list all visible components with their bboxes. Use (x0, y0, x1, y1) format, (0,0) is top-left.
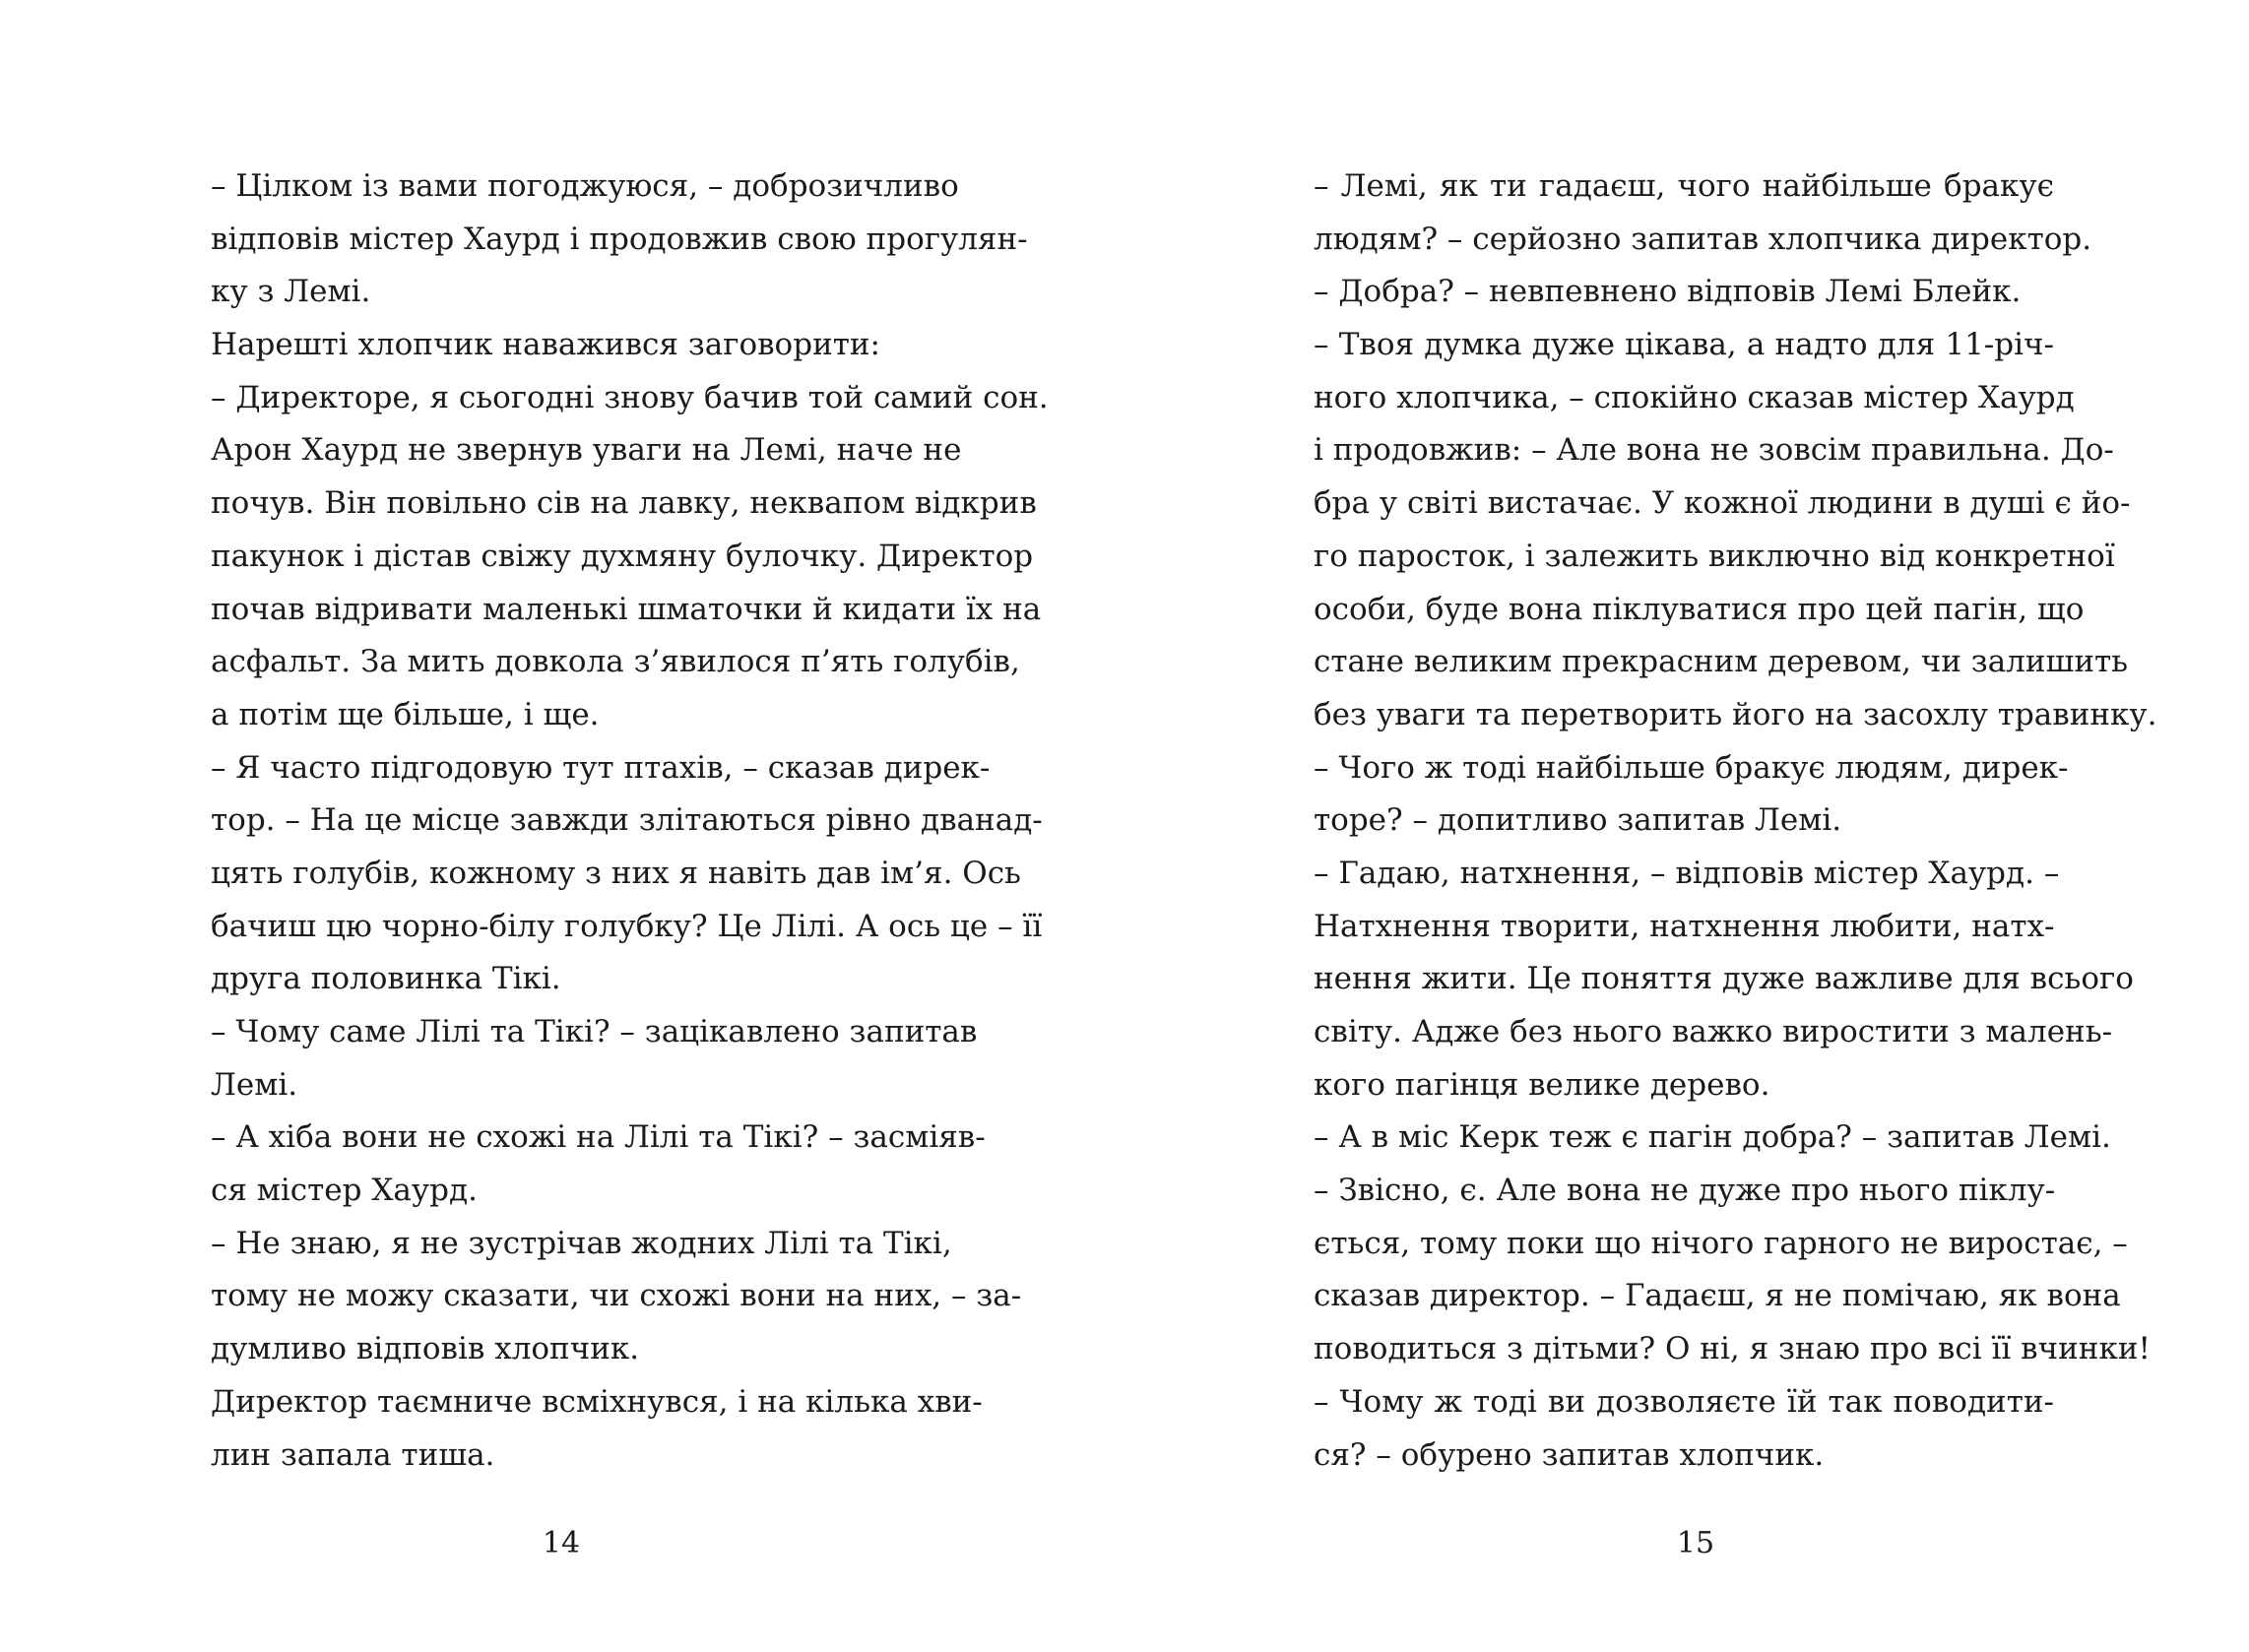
text-line: цять голубів, кожному з них я навіть дав ім’я. Ось (211, 855, 1021, 891)
text-line: бачиш цю чорно-білу голубку? Це Лілі. А ось це – її (211, 908, 1043, 944)
text-line: – Чому саме Лілі та Тікі? – зацікавлено запитав (211, 1014, 978, 1049)
text-line: світу. Адже без нього важко виростити з малень- (1314, 1014, 2113, 1049)
right-page-text (1314, 160, 2157, 1482)
text-line: людям? – серйозно запитав хлопчика директор. (1314, 221, 2092, 257)
text-line: ку з Лемі. (211, 274, 371, 310)
text-line: – Чому ж тоді ви дозволяєте їй так поводити- (1314, 1383, 2054, 1420)
text-line: тому не можу сказати, чи схожі вони на них, – за- (211, 1278, 1022, 1314)
text-line: – Звісно, є. Але вона не дуже про нього піклу- (1314, 1173, 2056, 1209)
text-line: – Лемі, як ти гадаєш, чого найбільше бракує (1314, 168, 2054, 204)
text-line: особи, буде вона піклуватися про цей пагін, що (1314, 591, 2085, 627)
text-line: а потім ще більше, і ще. (211, 696, 600, 732)
text-line: Арон Хаурд не звернув уваги на Лемі, наче не (211, 432, 962, 469)
text-line: ся містер Хаурд. (211, 1173, 478, 1209)
text-line: думливо відповів хлопчик. (211, 1331, 640, 1367)
text-line: – Цілком із вами погоджуюся, – доброзичливо (211, 168, 959, 204)
left-page (0, 0, 1124, 1652)
right-page (1124, 0, 2249, 1652)
text-line: бра у світі вистачає. У кожної людини в душі є йо- (1314, 485, 2131, 522)
text-line: ється, тому поки що нічого гарного не виростає, – (1314, 1225, 2128, 1261)
text-line: почув. Він повільно сів на лавку, неквапом відкрив (211, 485, 1037, 522)
text-line: тор. – На це місце завжди злітаються рівно дванад- (211, 802, 1043, 839)
text-line: – Я часто підгодовую тут птахів, – сказав дирек- (211, 749, 991, 786)
text-line: друга половинка Тікі. (211, 961, 561, 997)
text-line: Нарешті хлопчик наважився заговорити: (211, 327, 880, 363)
text-line: сказав директор. – Гадаєш, я не помічаю, як вона (1314, 1278, 2121, 1314)
text-line: лин запала тиша. (211, 1436, 495, 1473)
text-line: – А хіба вони не схожі на Лілі та Тікі? – засміяв- (211, 1119, 986, 1156)
text-line: – Гадаю, натхнення, – відповів містер Хаурд. – (1314, 855, 2060, 891)
text-line: без уваги та перетворить його на засохлу травинку. (1314, 696, 2157, 732)
text-line: – Добра? – невпевнено відповів Лемі Блейк. (1314, 274, 2022, 310)
text-line: стане великим прекрасним деревом, чи залишить (1314, 644, 2129, 680)
text-line: Натхнення творити, натхнення любити, натх- (1314, 908, 2055, 944)
text-line: асфальт. За мить довкола з’явилося п’ять голубів, (211, 644, 1020, 680)
left-page-text (211, 160, 1049, 1482)
text-line: – Директоре, я сьогодні знову бачив той самий сон. (211, 379, 1049, 415)
text-line: Директор таємниче всміхнувся, і на кілька хви- (211, 1383, 983, 1420)
text-line: відповів містер Хаурд і продовжив свою прогулян- (211, 221, 1028, 257)
text-line: – Не знаю, я не зустрічав жодних Лілі та Тікі, (211, 1225, 952, 1261)
text-line: – А в міс Керк теж є пагін добра? – запитав Лемі. (1314, 1119, 2111, 1156)
text-line: – Твоя думка дуже цікава, а надто для 11-річ- (1314, 327, 2054, 363)
text-line: – Чого ж тоді найбільше бракує людям, дирек- (1314, 749, 2069, 786)
text-line: ного хлопчика, – спокійно сказав містер Хаурд (1314, 379, 2075, 415)
text-line: Лемі. (211, 1066, 298, 1103)
text-line: го паросток, і залежить виключно від конкретної (1314, 538, 2115, 574)
text-line: торе? – допитливо запитав Лемі. (1314, 802, 1842, 839)
text-line: і продовжив: – Але вона не зовсім правильна. До- (1314, 432, 2114, 469)
text-line: поводиться з дітьми? О ні, я знаю про всі її вчинки! (1314, 1331, 2151, 1367)
text-line: кого пагінця велике дерево. (1314, 1066, 1770, 1103)
text-line: почав відривати маленькі шматочки й кидати їх на (211, 591, 1042, 627)
right-page-number: 15 (1676, 1526, 1715, 1560)
text-line: нення жити. Це поняття дуже важливе для всього (1314, 961, 2134, 997)
text-line: пакунок і дістав свіжу духмяну булочку. Директор (211, 538, 1034, 574)
left-page-number: 14 (542, 1526, 581, 1560)
text-line: ся? – обурено запитав хлопчик. (1314, 1436, 1825, 1473)
